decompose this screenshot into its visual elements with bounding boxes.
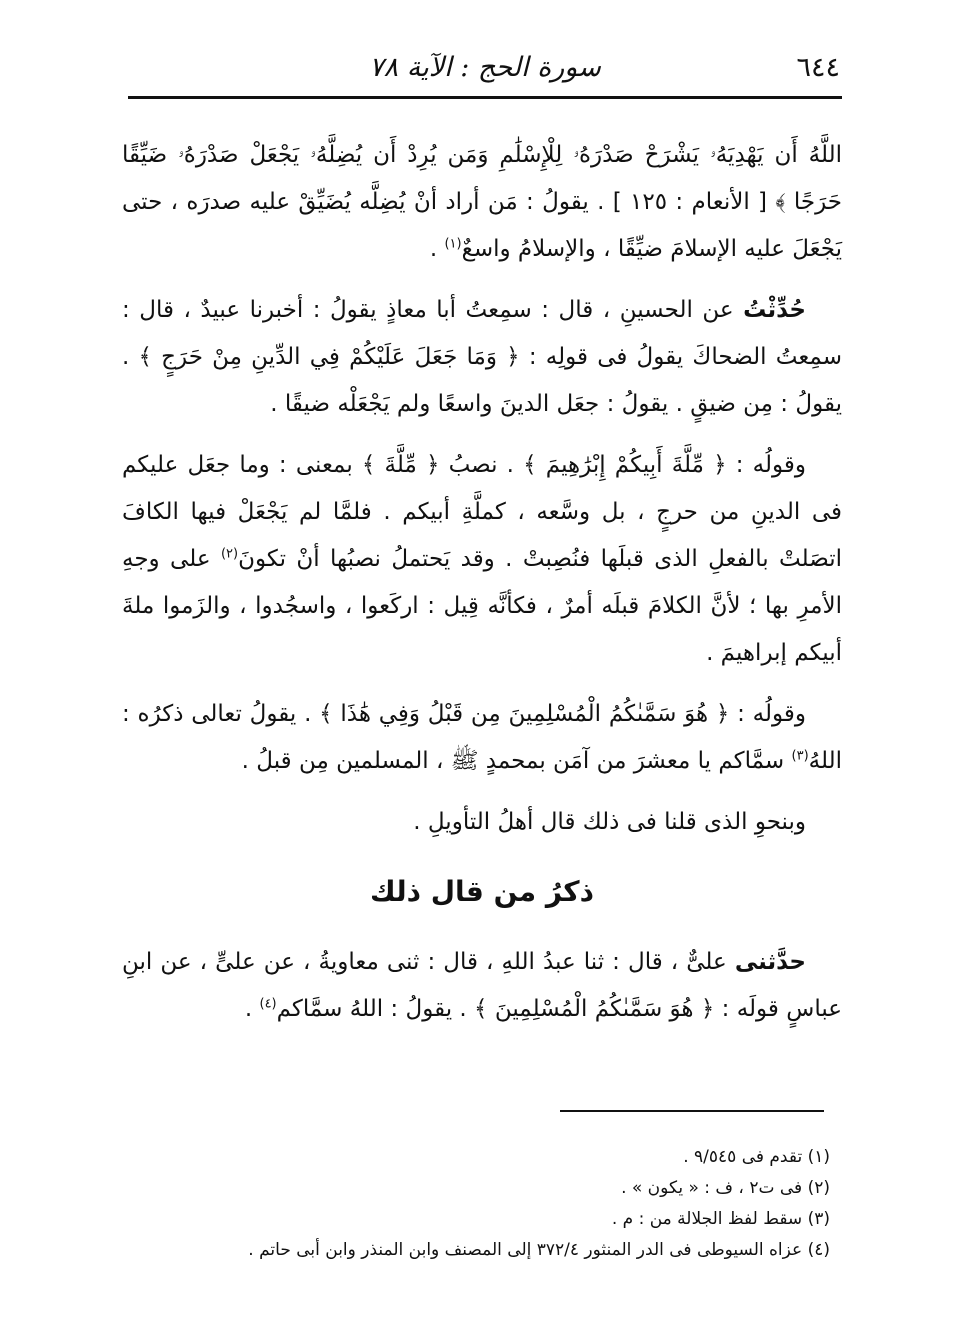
- paragraph-6-lead: حدَّثنى: [734, 949, 806, 975]
- footnote-ref-1: (١): [444, 236, 462, 252]
- footnote-1: (١) تقدم فى ٩/٥٤٥ .: [683, 1147, 830, 1167]
- paragraph-4-text-b: سمَّاكم يا معشرَ من آمَن بمحمدٍ ﷺ ، المسلمين مِن قبلُ .: [241, 748, 792, 774]
- footnote-2: (٢) فى ت٢ ، ف : « يكون » .: [621, 1178, 830, 1198]
- header-rule: [128, 96, 842, 99]
- paragraph-4-text-a: وقولُه : ﴿ هُوَ سَمَّىٰكُمُ الْمُسْلِمِينَ مِن قَبْلُ وَفِي هَٰذَا ﴾ . يقولُ تعالى ذكرُه : اللهُ: [122, 701, 842, 774]
- paragraph-6: [122, 939, 842, 1033]
- paragraph-2: [122, 287, 842, 428]
- paragraph-6-end: .: [244, 996, 260, 1022]
- paragraph-6-text: علىٌّ ، قال : ثنا عبدُ اللهِ ، قال : ثنى معاويةُ ، عن علىٍّ ، عن ابنِ عباسٍ قولَه : ﴿ هُوَ سَمَّىٰكُمُ الْمُسْلِمِينَ ﴾ . يقولُ : اللهُ سمَّاكم: [122, 949, 842, 1022]
- paragraph-1-end: .: [429, 236, 445, 262]
- paragraph-3-text-b: على وجهِ الأمرِ بها ؛ لأنَّ الكلامَ قبلَه أمرٌ ، فكأنَّه قِيل : اركَعوا ، واسجُدوا ، والزَموا ملةَ أبيكم إبراهيمَ .: [122, 546, 842, 666]
- paragraph-2-text: عن الحسينِ ، قال : سمِعتُ أبا معاذٍ يقولُ : أخبرنا عبيدٌ ، قال : سمِعتُ الضحاكَ يقولُ فى قولِه : ﴿ وَمَا جَعَلَ عَلَيْكُمْ فِي الدِّينِ مِنْ حَرَجٍ ﴾ . يقولُ : مِن ضيقٍ . يقولُ : جعَل الدينَ واسعًا ولم يَجْعَلْه ضيقًا .: [122, 297, 842, 417]
- section-heading: ذكرُ من قال ذلك: [370, 875, 594, 908]
- paragraph-4: [122, 691, 842, 785]
- footnote-ref-2: (٢): [220, 546, 239, 562]
- paragraph-2-lead: حُدِّثْتُ: [743, 297, 806, 323]
- page-number: ٦٤٤: [796, 52, 840, 83]
- paragraph-3: [122, 442, 842, 677]
- paragraph-1-text: اللَّهُ أَن يَهْدِيَهُۥ يَشْرَحْ صَدْرَهُۥ لِلْإِسْلَٰمِ وَمَن يُرِدْ أَن يُضِلَّهُۥ يَجْعَلْ صَدْرَهُۥ ضَيِّقًا حَرَجًا ﴾ [ الأنعام : ١٢٥ ] . يقولُ : مَن أراد أنْ يُضِلَّه يُضَيِّقْ عليه صدرَه ، حتى يَجْعَلَ عليه الإسلامَ ضيِّقًا ، والإسلامُ واسعٌ: [122, 142, 843, 262]
- body-text: [122, 132, 842, 1047]
- footnote-ref-4: (٤): [259, 996, 277, 1012]
- page-header: [130, 44, 840, 94]
- footnotes: [130, 1142, 830, 1266]
- footnote-3: (٣) سقط لفظ الجلالة من : م .: [611, 1209, 830, 1229]
- paragraph-3-text-a: وقولُه : ﴿ مِّلَّةَ أَبِيكُمْ إِبْرَٰهِيمَ ﴾ . نصبُ ﴿ مِّلَّةَ ﴾ بمعنى : وما جعَل عليكم فى الدينِ من حرجٍ ، بل وسَّعه ، كملَّةِ أبيكم . فلمَّا لم يَجْعَلْ فيها الكافَ اتصَلتْ بالفعلِ الذى قبلَها فنُصِبتْ . وقد يَحتملُ نصبُها أنْ تكونَ: [122, 452, 842, 572]
- paragraph-5: وبنحوِ الذى قلنا فى ذلك قال أهلُ التأويلِ .: [413, 809, 806, 835]
- footnote-rule: [560, 1110, 824, 1112]
- footnote-4: (٤) عزاه السيوطى فى الدر المنثور ٣٧٢/٤ إلى المصنف وابن المنذر وابن أبى حاتم .: [248, 1240, 830, 1260]
- footnote-ref-3: (٣): [791, 748, 809, 764]
- paragraph-1: [122, 132, 842, 273]
- running-title: سورة الحج : الآية ٧٨: [369, 52, 601, 83]
